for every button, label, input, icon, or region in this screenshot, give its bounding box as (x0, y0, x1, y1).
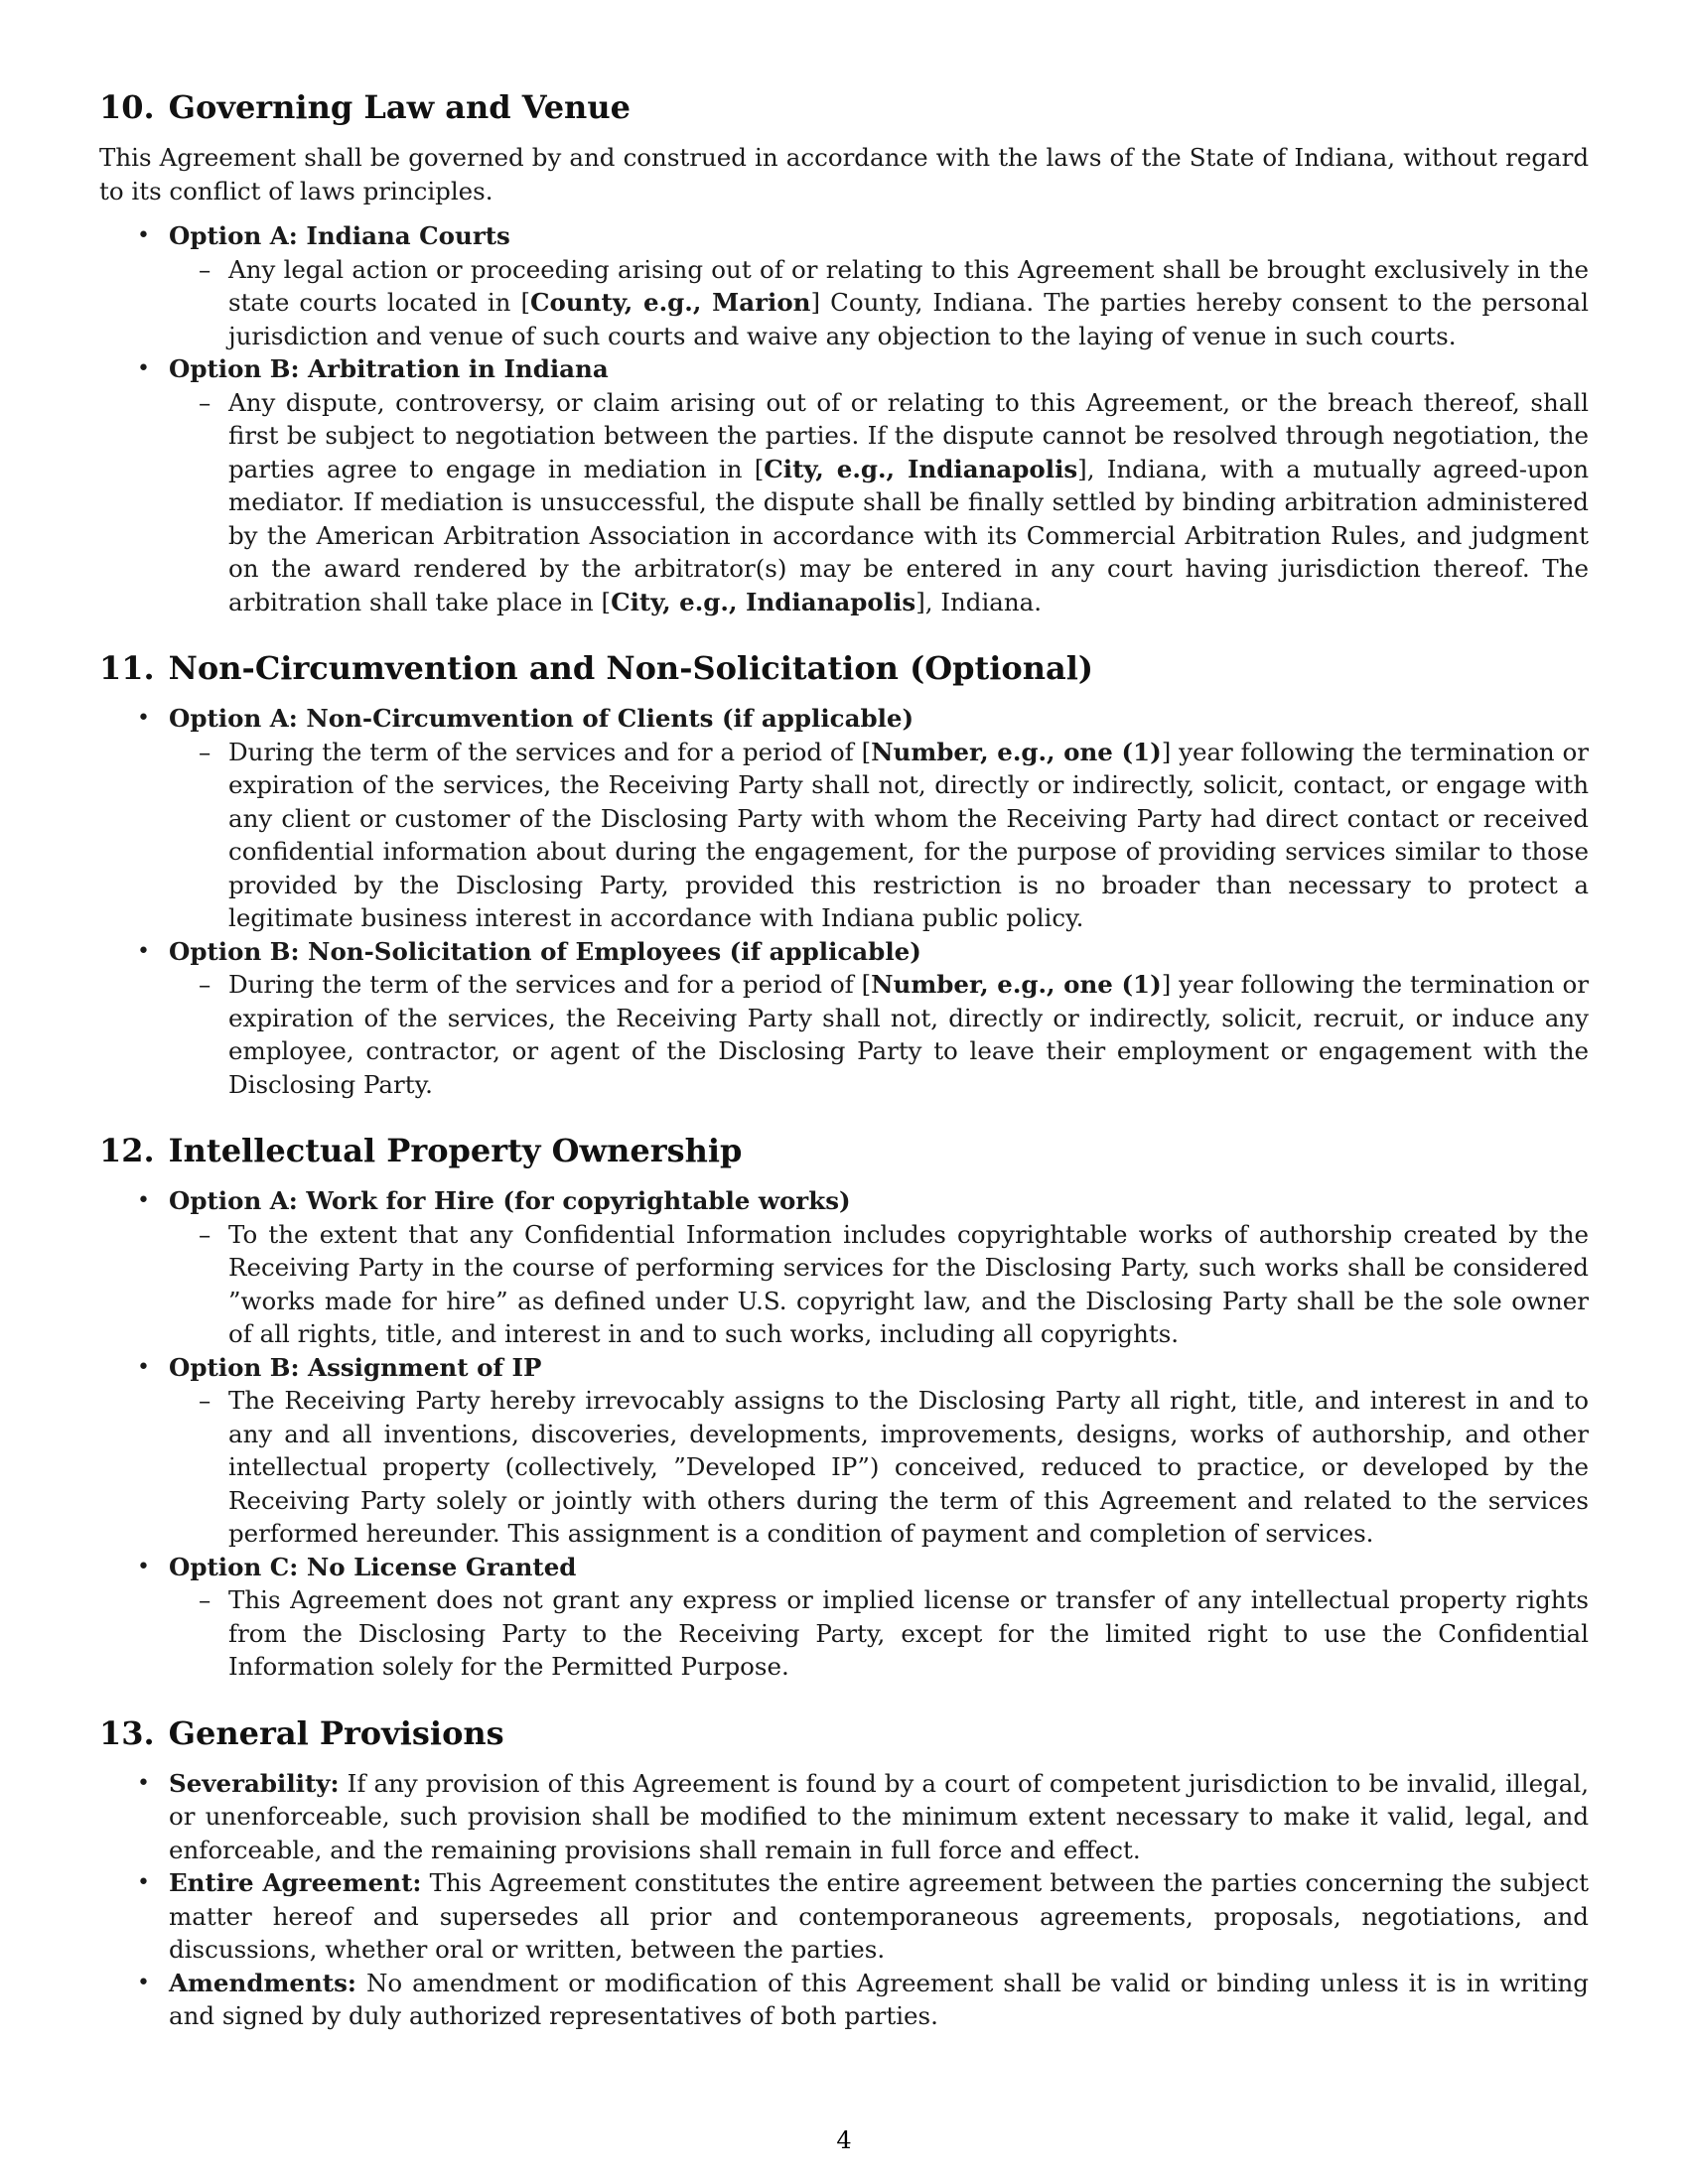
provision-item (99, 1967, 1589, 2033)
clause-text: ] year following the termination or expiration of the services, the Receiving Party shall not, directly or indirectly, solicit, recruit, or induce any employee, contractor, or agent of the Disclosing Party to leave their employment or engagement with the Disclosing Party. (228, 970, 1589, 1099)
clause-text: Any legal action or proceeding arising out of or relating to this Agreement shall be brought exclusively in the state courts located in [ (228, 254, 1589, 317)
clause-text: To the extent that any Confidential Information includes copyrightable works of authorship created by the Receiving Party in the course of performing services for the Disclosing Party, such works shall be considered ”works made for hire” as defined under U.S. copyright law, and the Disclosing Party shall be the sole owner of all rights, title, and interest in and to such works, including all copyrights. (228, 1219, 1589, 1348)
section-number: 10. (99, 88, 155, 126)
section-number: 13. (99, 1713, 155, 1752)
option-item (99, 1184, 1589, 1351)
section-12 (99, 1131, 1589, 1684)
section-13 (99, 1713, 1589, 2033)
option-item (99, 219, 1589, 352)
option-title: • Option B: Non-Solicitation of Employees (if applicable) (169, 936, 921, 966)
option-title: • Option B: Arbitration in Indiana (169, 354, 609, 383)
clause-text: ] year following the termination or expiration of the services, the Receiving Party shall not, directly or indirectly, solicit, contact, or engage with any client or customer of the Disclosing Party with whom the Receiving Party had direct contact or received confidential information about during the engagement, for the purpose of providing services similar to those provided by the Disclosing Party, provided this restriction is no broader than necessary to protect a legitimate business interest in accordance with Indiana public policy. (228, 737, 1589, 932)
provision-text: This Agreement constitutes the entire agreement between the parties concerning the subject matter hereof and supersedes all prior and contemporaneous agreements, proposals, negotiations, and discussions, whether oral or written, between the parties. (169, 1868, 1589, 1964)
option-clause (169, 1218, 1589, 1351)
section-number: 11. (99, 649, 155, 687)
provision-text: If any provision of this Agreement is found by a court of competent jurisdiction to be invalid, illegal, or unenforceable, such provision shall be modified to the minimum extent necessary to make it valid, legal, and enforceable, and the remaining provisions shall remain in full force and effect. (169, 1768, 1589, 1864)
section-heading (99, 87, 1589, 127)
option-title: • Option A: Non-Circumvention of Clients (if applicable) (169, 704, 914, 733)
placeholder-text: Number, e.g., one (1) (871, 970, 1162, 999)
provision-item (99, 1866, 1589, 1967)
clause-text: ], Indiana, with a mutually agreed-upon mediator. If mediation is unsuccessful, the dispute shall be finally settled by binding arbitration administered by the American Arbitration Association in accordance with its Commercial Arbitration Rules, and judgment on the award rendered by the arbitrator(s) may be entered in any court having jurisdiction thereof. The arbitration shall take place in [ (228, 454, 1589, 616)
section-title: Non-Circumvention and Non-Solicitation (Optional) (168, 649, 1094, 687)
clause-text: During the term of the services and for a period of [ (228, 737, 872, 766)
option-list (99, 1184, 1589, 1684)
provision-lead: Amendments: (169, 1968, 356, 1997)
placeholder-text: Number, e.g., one (1) (871, 737, 1162, 766)
option-title: • Option C: No License Granted (169, 1552, 577, 1581)
option-clause (169, 1384, 1589, 1551)
section-number: 12. (99, 1132, 155, 1169)
option-clause (169, 386, 1589, 619)
page-number: 4 (836, 2126, 852, 2154)
option-clause (169, 253, 1589, 353)
dash-bullet-icon: – (199, 1386, 211, 1415)
dash-bullet-icon: – (199, 254, 211, 284)
dash-bullet-icon: – (199, 970, 211, 999)
clause-text: The Receiving Party hereby irrevocably assigns to the Disclosing Party all right, title, and interest in and to any and all inventions, discoveries, developments, improvements, designs, works of authorship, and other intellectual property (collectively, ”Developed IP”) conceived, reduced to practice, or developed by the Receiving Party solely or jointly with others during the term of this Agreement and related to the services performed hereunder. This assignment is a condition of payment and completion of services. (228, 1386, 1589, 1548)
clause-text: This Agreement does not grant any express or implied license or transfer of any intellectual property rights from the Disclosing Party to the Receiving Party, except for the limited right to use the Confidential Information solely for the Permitted Purpose. (228, 1585, 1589, 1681)
option-clause (169, 1583, 1589, 1684)
option-item (99, 1351, 1589, 1551)
dash-bullet-icon: – (199, 1585, 211, 1614)
option-item (99, 352, 1589, 618)
clause-text: ], Indiana. (915, 587, 1043, 616)
section-heading (99, 648, 1589, 688)
placeholder-text: City, e.g., Indianapolis (764, 454, 1078, 483)
option-list (99, 702, 1589, 1101)
document-page (99, 87, 1589, 2063)
clause-text: ] County, Indiana. The parties hereby consent to the personal jurisdiction and venue of such courts and waive any objection to the laying of venue in such courts. (228, 288, 1589, 350)
section-10 (99, 87, 1589, 618)
placeholder-text: City, e.g., Indianapolis (611, 587, 916, 616)
section-11 (99, 648, 1589, 1101)
clause-text: Any dispute, controversy, or claim arising out of or relating to this Agreement, or the breach thereof, shall first be subject to negotiation between the parties. If the dispute cannot be resolved through negotiation, the parties agree to engage in mediation in [ (228, 387, 1589, 483)
option-list (99, 1767, 1589, 2033)
dash-bullet-icon: – (199, 1219, 211, 1249)
option-item (99, 935, 1589, 1102)
option-list (99, 219, 1589, 618)
provision-text: No amendment or modification of this Agreement shall be valid or binding unless it is in writing and signed by duly authorized representatives of both parties. (169, 1968, 1589, 2030)
option-clause (169, 736, 1589, 935)
dash-bullet-icon: – (199, 387, 211, 417)
option-title: • Option A: Indiana Courts (169, 221, 510, 250)
provision-lead: Severability: (169, 1768, 340, 1798)
option-clause (169, 968, 1589, 1101)
clause-text: During the term of the services and for a period of [ (228, 970, 872, 999)
option-item (99, 1551, 1589, 1684)
option-title: • Option A: Work for Hire (for copyrightable works) (169, 1186, 851, 1215)
provision-lead: Entire Agreement: (169, 1868, 422, 1897)
placeholder-text: County, e.g., Marion (530, 288, 811, 317)
section-title: Governing Law and Venue (168, 88, 631, 126)
option-item (99, 702, 1589, 935)
section-title: General Provisions (168, 1713, 504, 1752)
section-intro: This Agreement shall be governed by and construed in accordance with the laws of the State of Indiana, without regard to its conflict of laws principles. (99, 143, 1589, 205)
option-title: • Option B: Assignment of IP (169, 1352, 542, 1382)
section-title: Intellectual Property Ownership (168, 1132, 743, 1169)
dash-bullet-icon: – (199, 737, 211, 766)
provision-item (99, 1767, 1589, 1867)
section-heading (99, 1713, 1589, 1753)
section-heading (99, 1131, 1589, 1170)
